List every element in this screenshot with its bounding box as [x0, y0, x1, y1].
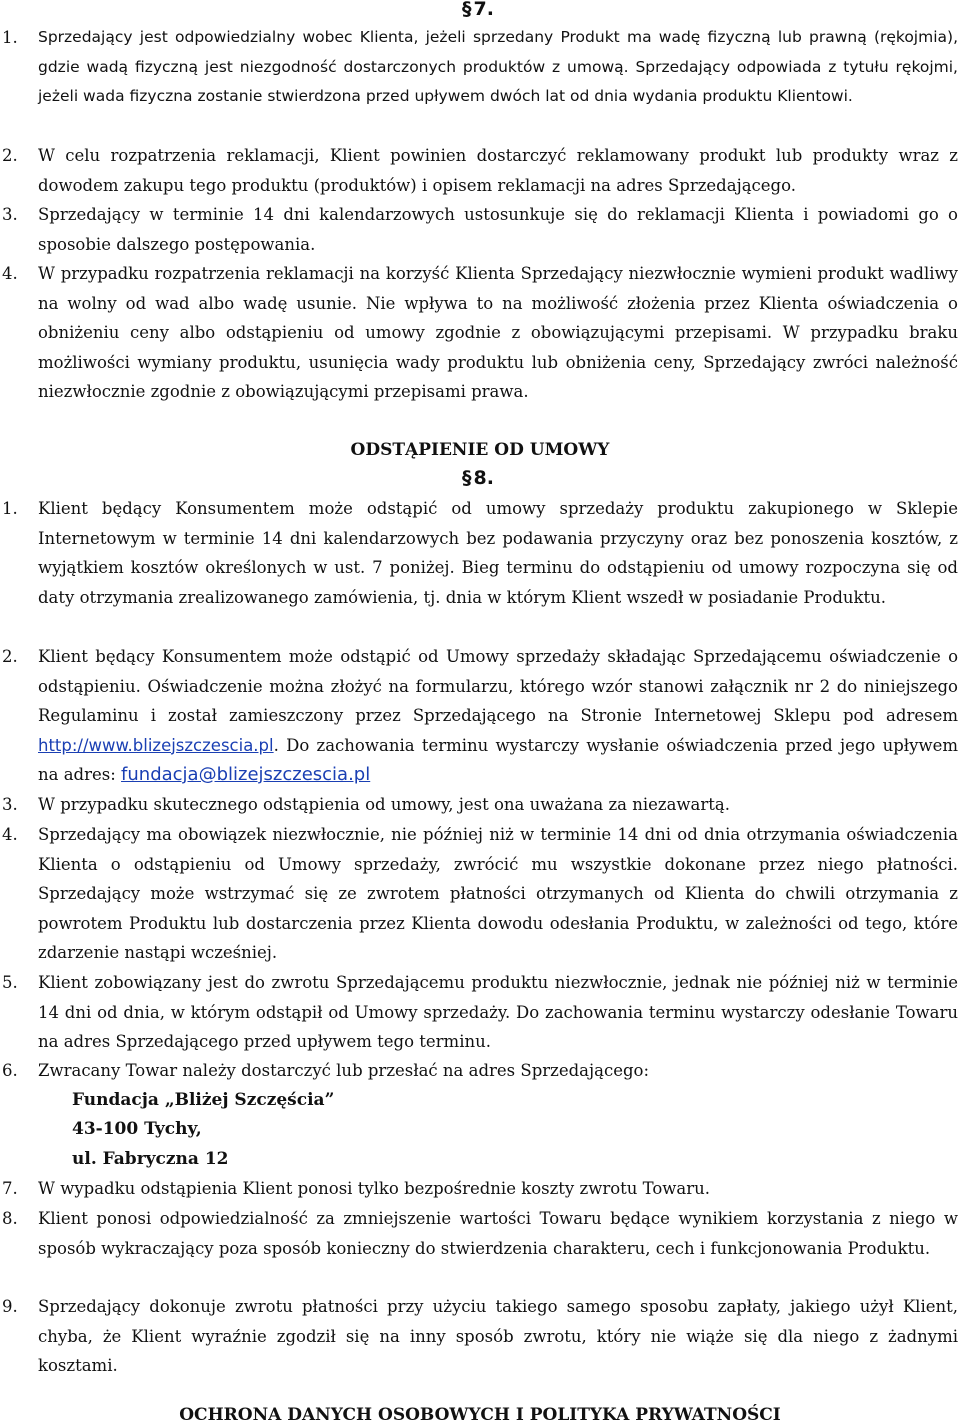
- item-text: Sprzedający dokonuje zwrotu płatności przy użyciu takiego samego sposobu zapłaty, jakiego użył Klient, chyba, że Klient wyraźnie zgodził się na inny sposób zwrotu, który nie wiąże się dla niego z żadnymi kosztami.: [38, 1297, 958, 1375]
- website-link[interactable]: http://www.blizejszczescia.pl: [38, 735, 274, 755]
- item-text: W przypadku skutecznego odstąpienia od umowy, jest ona uważana za niezawartą.: [38, 795, 730, 814]
- item-text: Klient będący Konsumentem może odstąpić od umowy sprzedaży produktu zakupionego w Sklepie Internetowym w terminie 14 dni kalendarzowych bez podawania przyczyny oraz bez ponoszenia kosztów, z wyjątkiem kosztów określonych w ust. 7 poniżej. Bieg terminu do odstąpieniu od umowy rozpoczyna się od daty otrzymania zrealizowanego zamówienia, tj. dnia w którym Klient wszedł w posiadanie Produktu.: [38, 499, 958, 607]
- address-city: 43-100 Tychy,: [72, 1119, 202, 1139]
- item-text: Klient zobowiązany jest do zwrotu Sprzedającemu produktu niezwłocznie, jednak nie później niż w terminie 14 dni od dnia, w którym odstąpił od Umowy sprzedaży. Do zachowania terminu wystarczy odesłanie Towaru na adres Sprzedającego przed upływem tego terminu.: [38, 973, 958, 1051]
- list-item: [0, 790, 960, 820]
- section-8-title: ODSTĄPIENIE OD UMOWY: [350, 440, 610, 460]
- item-text-part: . Do zachowania terminu wystarczy wysłanie oświadczenia przed jego upływem na adres:: [38, 735, 958, 784]
- item-text: W przypadku rozpatrzenia reklamacji na korzyść Klienta Sprzedający niezwłocznie wymieni produkt wadliwy na wolny od wad albo wadę usunie. Nie wpływa to na możliwość złożenia przez Klienta oświadczenia o obniżeniu ceny albo odstąpieniu od umowy zgodnie z obowiązującymi przepisami. W przypadku braku możliwości wymiany produktu, usunięcia wady produktu lub obniżenia ceny, Sprzedający zwróci należność niezwłocznie zgodnie z obowiązującymi przepisami prawa.: [38, 264, 958, 401]
- item-number: 4.: [2, 264, 18, 283]
- list-item: [0, 1204, 960, 1263]
- list-item: [0, 494, 960, 612]
- list-item: [0, 1292, 960, 1381]
- item-text-part: Klient będący Konsumentem może odstąpić od Umowy sprzedaży składając Sprzedającemu oświadczenie o odstąpieniu. Oświadczenie można złożyć na formularzu, którego wzór stanowi załącznik nr 2 do niniejszego Regulaminu i został zamieszczony przez Sprzedającego na Stronie Internetowej Sklepu pod adresem: [38, 647, 958, 725]
- item-text: Sprzedający jest odpowiedzialny wobec Klienta, jeżeli sprzedany Produkt ma wadę fizyczną lub prawną (rękojmia), gdzie wadą fizyczną jest niezgodność dostarczonych produktów z umową. Sprzedający odpowiada z tytułu rękojmi, jeżeli wada fizyczna zostanie stwierdzona przed upływem dwóch lat od dnia wydania produktu Klientowi.: [38, 28, 958, 105]
- section-symbol: §: [462, 0, 472, 20]
- address-name: Fundacja „Bliżej Szczęścia”: [72, 1090, 335, 1110]
- list-item: [0, 23, 960, 112]
- next-section-heading: OCHRONA DANYCH OSOBOWYCH I POLITYKA PRYWATNOŚCI: [179, 1405, 781, 1425]
- list-item: [0, 1056, 960, 1086]
- list-item: [0, 1174, 960, 1204]
- list-item: [0, 642, 960, 790]
- section-8-heading: [462, 467, 494, 489]
- list-item: [0, 259, 960, 407]
- item-number: 3.: [2, 205, 18, 224]
- section-7-heading: [462, 0, 494, 20]
- item-text: W wypadku odstąpienia Klient ponosi tylko bezpośrednie koszty zwrotu Towaru.: [38, 1179, 711, 1198]
- section-number: 7.: [473, 0, 494, 20]
- item-number: 1.: [2, 28, 18, 47]
- item-text: Klient ponosi odpowiedzialność za zmniejszenie wartości Towaru będące wynikiem korzystania z niego w sposób wykraczający poza sposób konieczny do stwierdzenia charakteru, cech i funkcjonowania Produktu.: [38, 1209, 958, 1258]
- item-number: 4.: [2, 825, 18, 844]
- item-number: 9.: [2, 1297, 18, 1316]
- item-number: 2.: [2, 647, 18, 666]
- item-text: [38, 642, 958, 790]
- list-item: [0, 820, 960, 968]
- item-text: Zwracany Towar należy dostarczyć lub przesłać na adres Sprzedającego:: [38, 1061, 650, 1080]
- list-item: [0, 141, 960, 200]
- item-text: Sprzedający ma obowiązek niezwłocznie, nie później niż w terminie 14 dni od dnia otrzymania oświadczenia Klienta o odstąpieniu od Umowy sprzedaży, zwrócić mu wszystkie dokonane przez niego płatności. Sprzedający może wstrzymać się ze zwrotem płatności otrzymanych od Klienta do chwili otrzymania z powrotem Produktu lub dostarczenia przez Klienta dowodu odesłania Produktu, w zależności od tego, które zdarzenie nastąpi wcześniej.: [38, 825, 958, 962]
- section-number: 8.: [473, 467, 494, 489]
- item-number: 6.: [2, 1061, 18, 1080]
- address-street: ul. Fabryczna 12: [72, 1149, 229, 1169]
- list-item: [0, 968, 960, 1057]
- item-number: 3.: [2, 795, 18, 814]
- item-number: 5.: [2, 973, 18, 992]
- item-number: 2.: [2, 146, 18, 165]
- item-text: Sprzedający w terminie 14 dni kalendarzowych ustosunkuje się do reklamacji Klienta i powiadomi go o sposobie dalszego postępowania.: [38, 205, 958, 254]
- item-number: 8.: [2, 1209, 18, 1228]
- list-item: [0, 200, 960, 259]
- item-text: W celu rozpatrzenia reklamacji, Klient powinien dostarczyć reklamowany produkt lub produkty wraz z dowodem zakupu tego produktu (produktów) i opisem reklamacji na adres Sprzedającego.: [38, 146, 958, 195]
- section-symbol: §: [462, 467, 472, 489]
- item-number: 1.: [2, 499, 18, 518]
- email-link[interactable]: fundacja@blizejszczescia.pl: [121, 764, 371, 785]
- item-number: 7.: [2, 1179, 18, 1198]
